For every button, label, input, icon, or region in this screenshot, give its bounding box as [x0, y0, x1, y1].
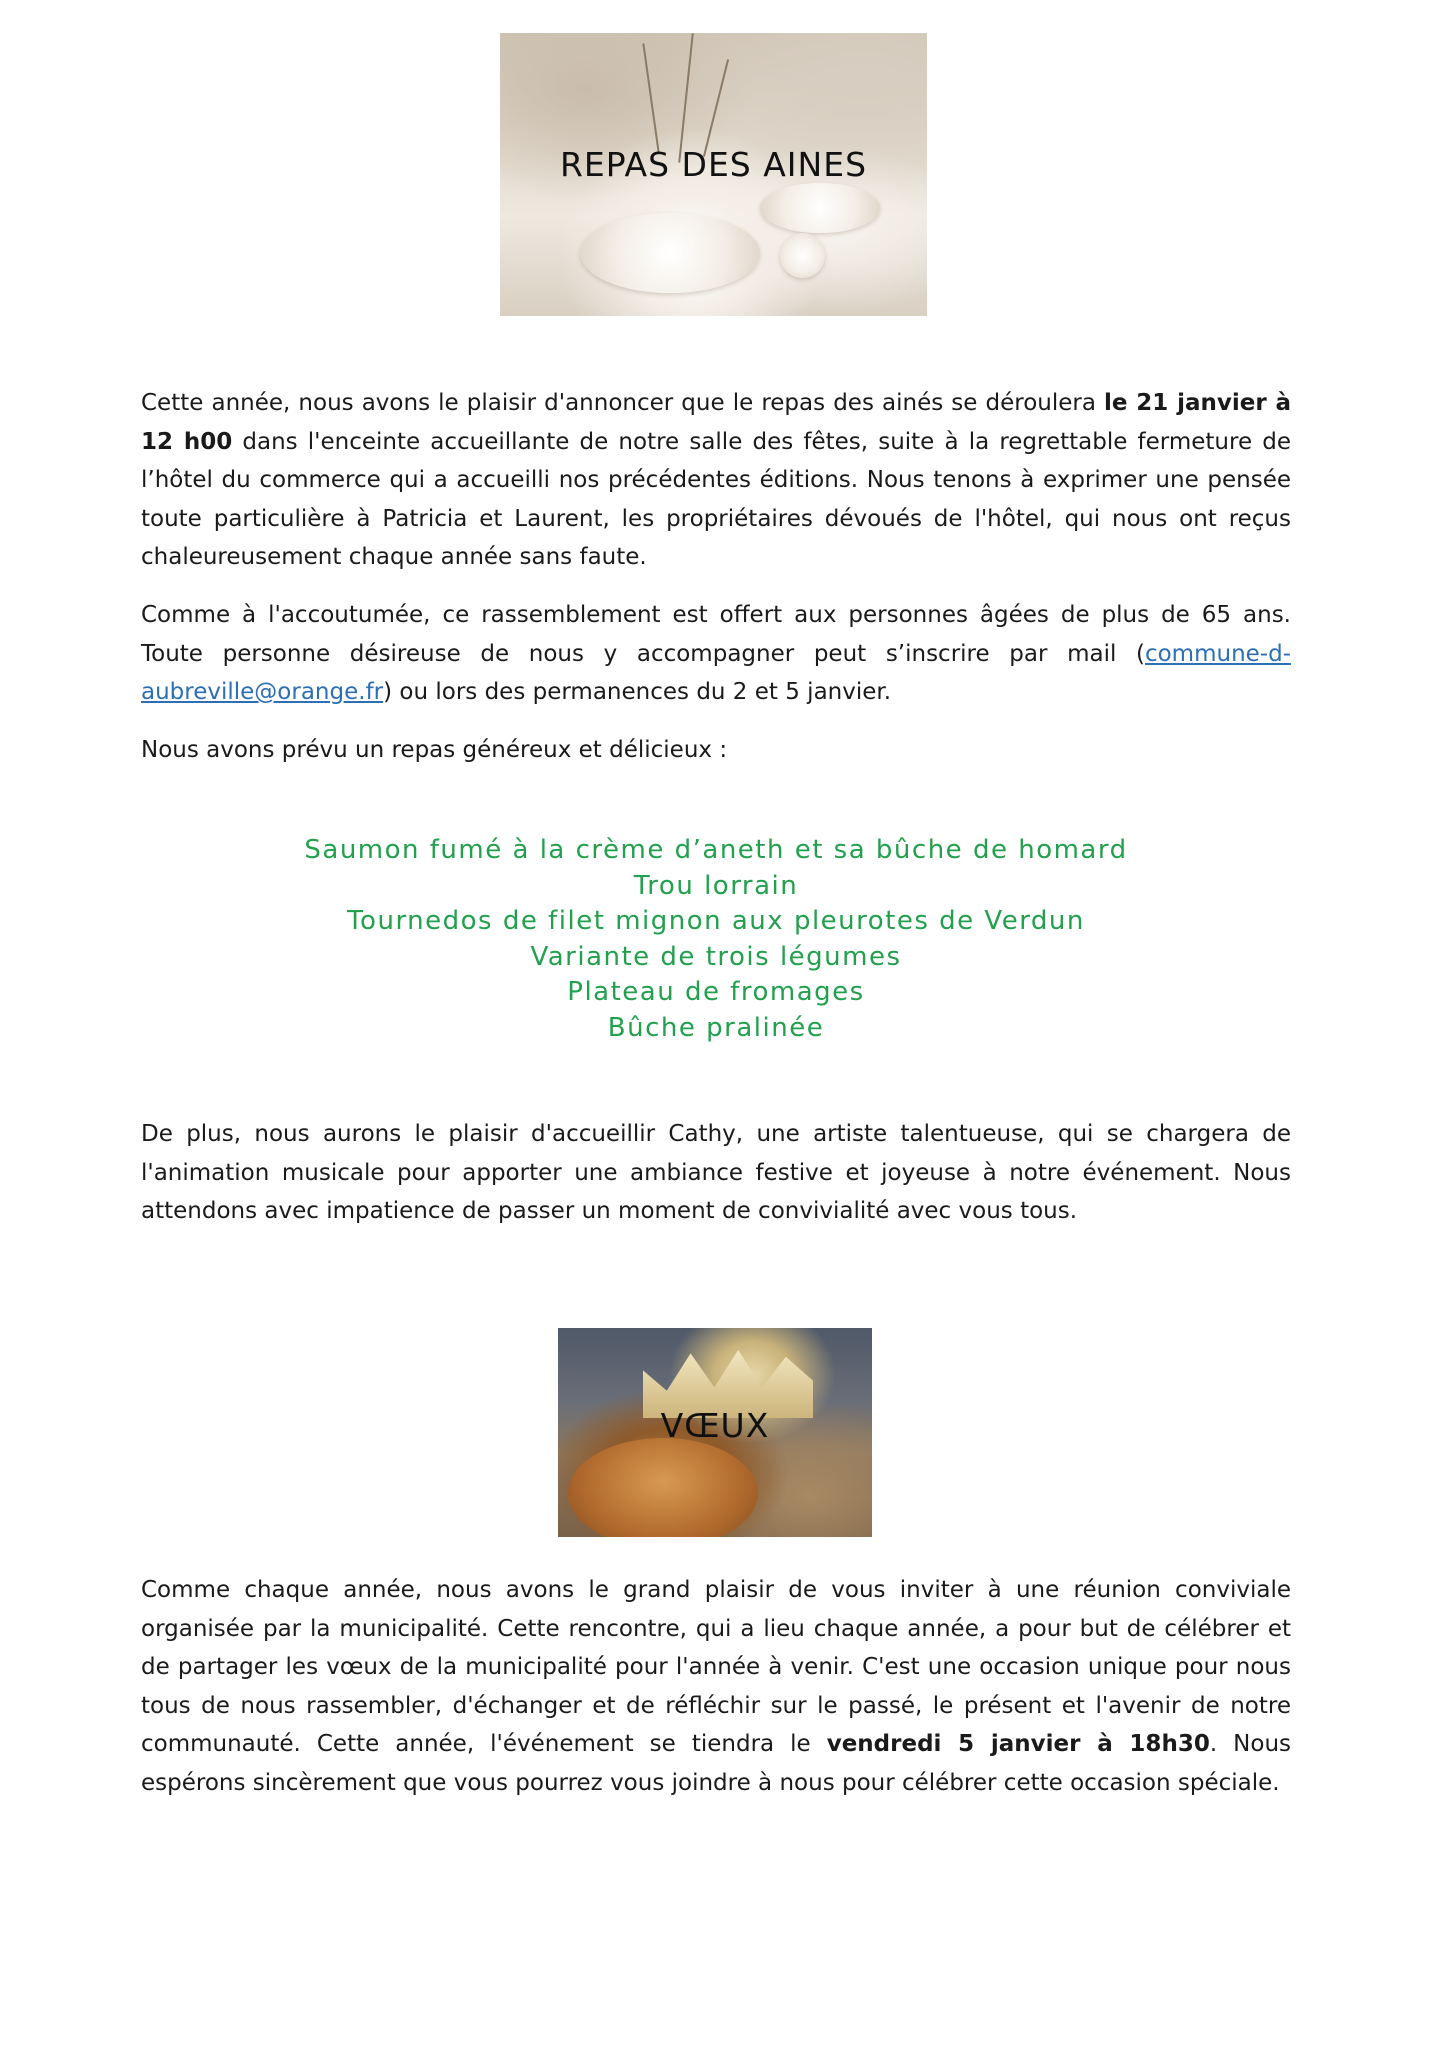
- voeux-banner-title: VŒUX: [660, 1406, 770, 1445]
- repas-banner-image: [500, 33, 927, 316]
- plate: [580, 213, 760, 293]
- intro-text: Cette année, nous avons le plaisir d'annoncer que le repas des ainés se déroulera: [141, 390, 1105, 416]
- menu-item: Tournedos de filet mignon aux pleurotes de Verdun: [347, 906, 1085, 936]
- repas-banner-title: REPAS DES AINES: [559, 145, 868, 184]
- registration-text: Comme à l'accoutumée, ce rassemblement est offert aux personnes âgées de plus de 65 ans. Toute personne désireuse de nous y accompagner peut s’inscrire par mail (: [141, 602, 1291, 667]
- menu-intro-paragraph: Nous avons prévu un repas généreux et délicieux :: [141, 737, 728, 763]
- repas-intro-paragraph: [141, 384, 1291, 577]
- menu-list: [141, 833, 1291, 1046]
- voeux-text-end: . Nous espérons sincèrement que vous pourrez vous joindre à nous pour célébrer cette occasion spéciale.: [141, 1731, 1291, 1796]
- voeux-banner-image: [558, 1328, 872, 1537]
- voeux-text: Comme chaque année, nous avons le grand plaisir de vous inviter à une réunion conviviale organisée par la municipalité. Cette rencontre, qui a lieu chaque année, a pour but de célébrer et de partager les vœux de la municipalité pour l'année à venir. C'est une occasion unique pour nous tous de nous rassembler, d'échanger et de réfléchir sur le passé, le présent et l'avenir de notre communauté. Cette année, l'événement se tiendra le: [141, 1577, 1291, 1758]
- candle-glass: [780, 233, 825, 278]
- menu-item: Bûche pralinée: [607, 1012, 825, 1043]
- menu-item: Plateau de fromages: [567, 977, 865, 1007]
- event-date: le 21 janvier à 12 h00: [141, 390, 1291, 455]
- menu-item: Variante de trois légumes: [530, 941, 902, 972]
- repas-registration-paragraph: [141, 596, 1291, 712]
- plate: [760, 183, 880, 233]
- menu-item: Saumon fumé à la crème d’aneth et sa bûche de homard: [304, 835, 1128, 865]
- registration-text-end: ) ou lors des permanences du 2 et 5 janvier.: [383, 679, 892, 706]
- intro-text-end: dans l'enceinte accueillante de notre salle des fêtes, suite à la regrettable fermeture de l’hôtel du commerce qui a accueilli nos précédentes éditions. Nous tenons à exprimer une pensée toute particulière à Patricia et Laurent, les propriétaires dévoués de l'hôtel, qui nous ont reçus chaleureusement chaque année sans faute.: [141, 428, 1291, 571]
- galette: [568, 1438, 758, 1537]
- animation-paragraph: De plus, nous aurons le plaisir d'accueillir Cathy, une artiste talentueuse, qui se chargera de l'animation musicale pour apporter une ambiance festive et joyeuse à notre événement. Nous attendons avec impatience de passer un moment de convivialité avec vous tous.: [141, 1121, 1291, 1225]
- menu-item: Trou lorrain: [633, 870, 799, 901]
- dried-flower-stem: [678, 33, 694, 162]
- email-link[interactable]: commune-d-aubreville@orange.fr: [141, 640, 1291, 706]
- dried-flower-stem: [703, 59, 729, 157]
- voeux-paragraph: [141, 1571, 1291, 1803]
- voeux-date: vendredi 5 janvier à 18h30: [826, 1731, 1210, 1758]
- dried-flower-stem: [642, 43, 659, 152]
